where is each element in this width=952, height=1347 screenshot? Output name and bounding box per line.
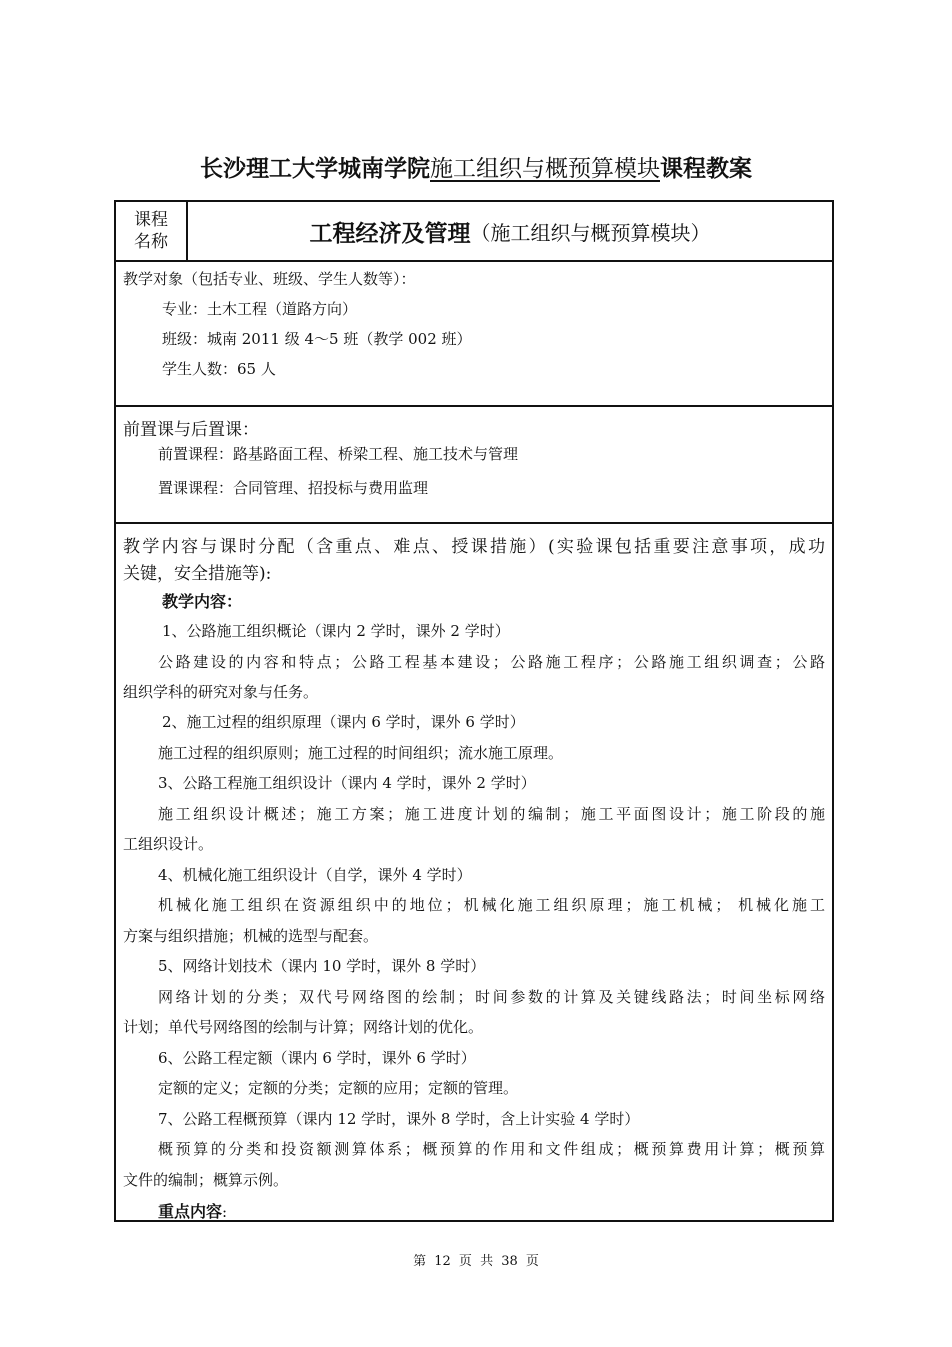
item-desc: 施工组织设计概述；施工方案；施工进度计划的编制；施工平面图设计；施工阶段的施 — [158, 805, 825, 823]
item-desc-cont: 计划；单代号网络图的绘制与计算；网络计划的优化。 — [123, 1018, 484, 1036]
content-heading-line2: 关键，安全措施等): — [123, 564, 272, 584]
item-desc: 定额的定义；定额的分类；定额的应用；定额的管理。 — [158, 1079, 519, 1097]
prerequisite-section — [116, 407, 832, 524]
item-desc-cont: 工组织设计。 — [123, 835, 214, 853]
teaching-content-label: 教学内容： — [162, 592, 243, 611]
audience-major: 专业：土木工程（道路方向） — [162, 300, 358, 318]
title-school: 长沙理工大学城南学院 — [200, 156, 430, 182]
key-content-heading — [158, 1199, 227, 1222]
item-title: 7、公路工程概预算（课内 12 学时，课外 8 学时，含上计实验 4 学时） — [158, 1110, 640, 1128]
item-title: 4、机械化施工组织设计（自学，课外 4 学时） — [158, 866, 472, 884]
item-title: 6、公路工程定额（课内 6 学时，课外 6 学时） — [158, 1049, 476, 1067]
item-desc-cont: 组织学科的研究对象与任务。 — [123, 683, 319, 701]
key-content-colon: : — [222, 1203, 228, 1221]
prereq-pre: 前置课程：路基路面工程、桥梁工程、施工技术与管理 — [158, 445, 519, 463]
item-title: 1、公路施工组织概论（课内 2 学时，课外 2 学时） — [162, 622, 510, 640]
audience-section — [116, 260, 832, 407]
audience-count: 学生人数：65 人 — [162, 360, 276, 378]
item-title: 5、网络计划技术（课内 10 学时，课外 8 学时） — [158, 957, 486, 975]
item-desc: 概预算的分类和投资额测算体系；概预算的作用和文件组成；概预算费用计算；概预算 — [158, 1140, 825, 1158]
audience-class: 班级：城南 2011 级 4～5 班（教学 002 班） — [162, 330, 472, 348]
document-title — [0, 150, 952, 183]
course-name-row — [116, 202, 832, 262]
prereq-post: 置课课程：合同管理、招投标与费用监理 — [158, 479, 429, 497]
page-footer: 第 12 页 共 38 页 — [413, 1254, 539, 1269]
item-title: 2、施工过程的组织原理（课内 6 学时，课外 6 学时） — [162, 713, 525, 731]
prereq-heading: 前置课与后置课： — [123, 420, 259, 440]
lesson-plan-table — [114, 200, 834, 1222]
course-name-main: 工程经济及管理 — [309, 220, 471, 247]
item-desc-cont: 方案与组织措施；机械的选型与配套。 — [123, 927, 379, 945]
course-name-label — [116, 202, 188, 260]
item-desc-cont: 文件的编制；概算示例。 — [123, 1171, 289, 1189]
course-name-value — [188, 202, 832, 260]
item-desc: 机械化施工组织在资源组织中的地位；机械化施工组织原理；施工机械； 机械化施工 — [158, 896, 825, 914]
title-suffix: 课程教案 — [660, 156, 752, 182]
course-label-line1: 课程 — [134, 210, 168, 230]
item-desc: 施工过程的组织原则；施工过程的时间组织；流水施工原理。 — [158, 744, 564, 762]
content-heading-line1: 教学内容与课时分配（含重点、难点、授课措施）(实验课包括重要注意事项，成功 — [123, 537, 825, 557]
audience-heading: 教学对象（包括专业、班级、学生人数等）： — [123, 270, 416, 288]
title-module: 施工组织与概预算模块 — [430, 156, 660, 182]
key-content-label: 重点内容 — [158, 1202, 223, 1221]
teaching-content-section — [116, 524, 832, 1222]
item-title: 3、公路工程施工组织设计（课内 4 学时，课外 2 学时） — [158, 774, 536, 792]
course-label-line2: 名称 — [134, 232, 168, 252]
course-name-sub: （施工组织与概预算模块） — [470, 220, 711, 245]
item-desc: 公路建设的内容和特点；公路工程基本建设；公路施工程序；公路施工组织调查；公路 — [158, 653, 825, 671]
item-desc: 网络计划的分类；双代号网络图的绘制；时间参数的计算及关键线路法；时间坐标网络 — [158, 988, 825, 1006]
